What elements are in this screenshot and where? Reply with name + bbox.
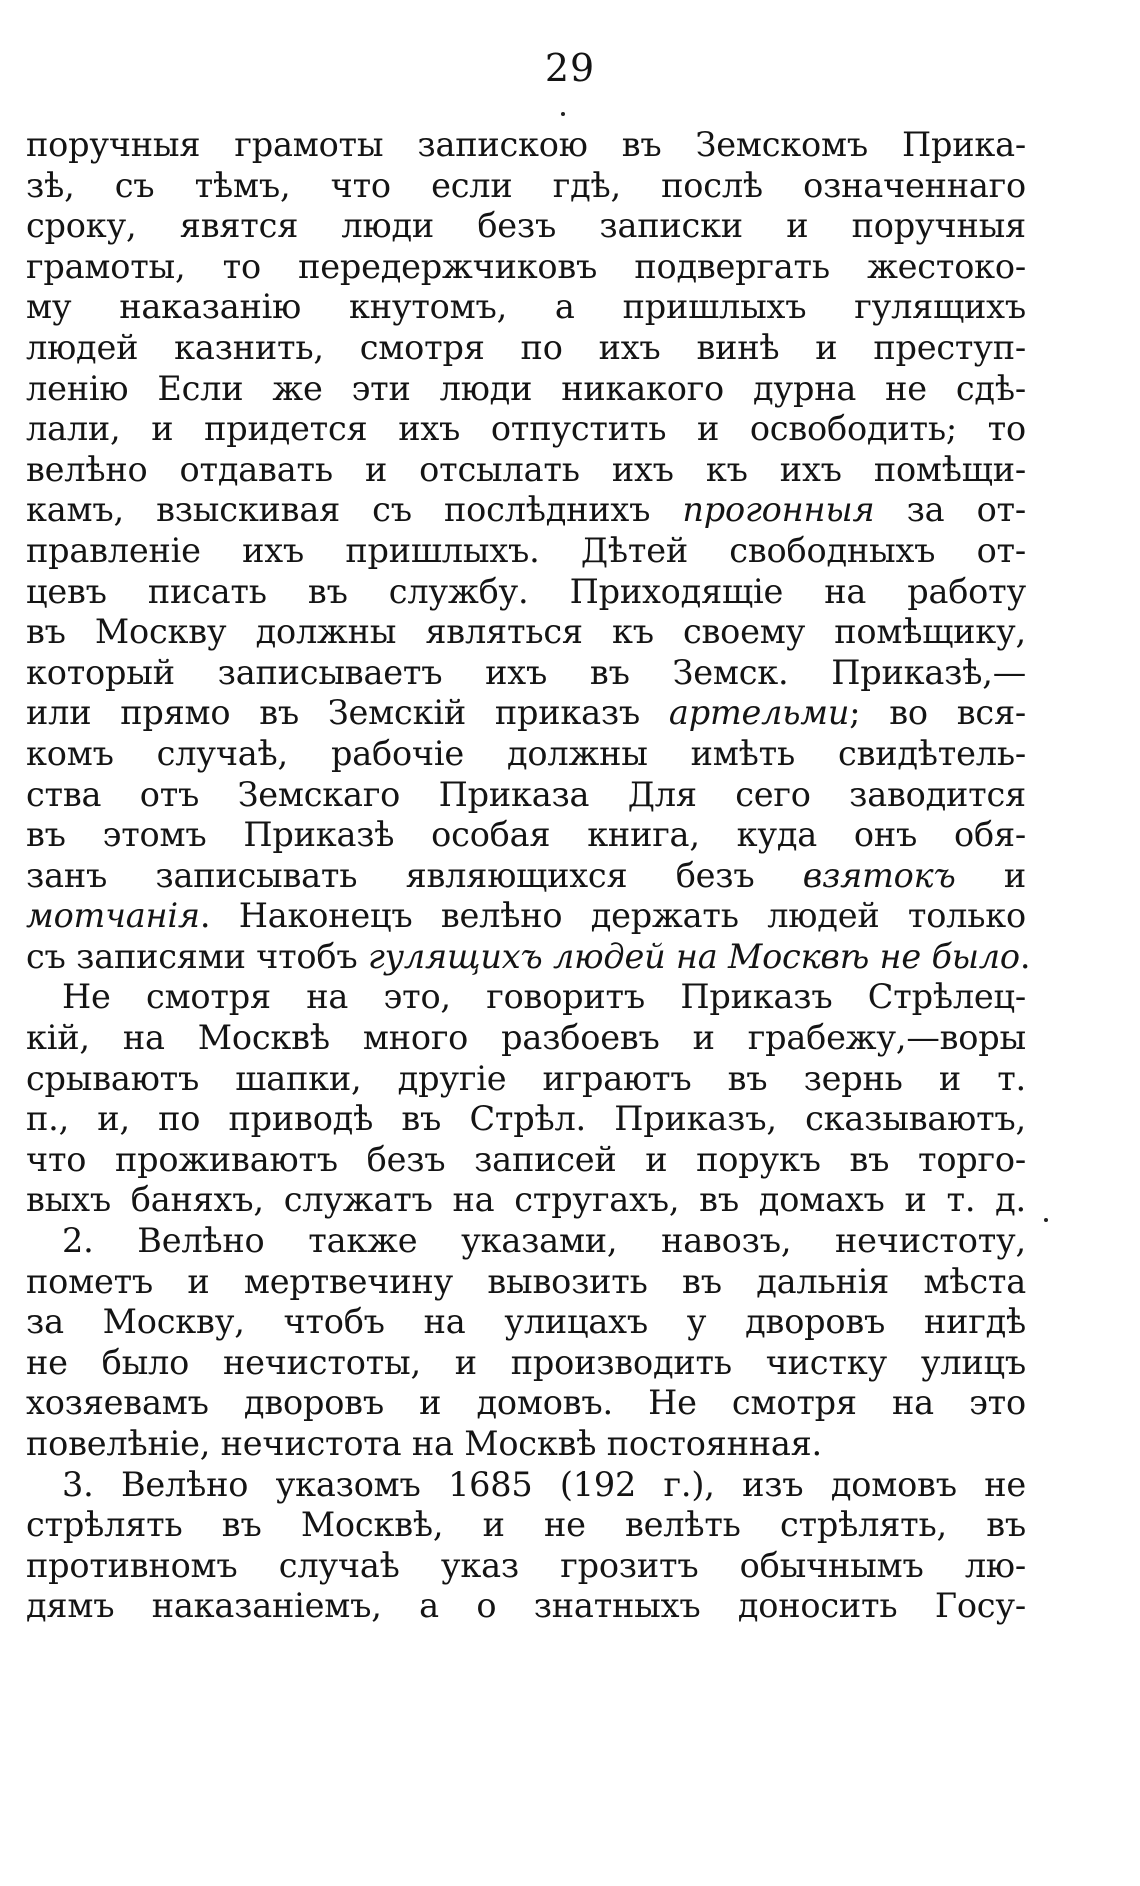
text-segment: Не смотря на это, говоритъ Приказъ Стрѣлец- [62,977,1026,1017]
text-line [26,1343,1026,1384]
text-line [26,693,1026,734]
text-segment: ; во вся- [849,693,1026,733]
italic-text: взятокъ [802,855,956,895]
text-line [26,936,1031,978]
text-segment: въ Москву должны являться къ своему помѣщику, [26,612,1026,652]
text-segment: сроку, явятся люди безъ записки и поручныя [26,206,1026,246]
text-line [26,125,1026,166]
italic-text: прогонныя [682,490,875,530]
text-segment: ства отъ Земскаго Приказа Для сего заводится [26,774,1026,814]
print-speck [561,112,565,116]
text-line [26,1099,1026,1140]
text-line [26,1140,1026,1181]
text-segment: занъ записывать являющихся безъ [26,855,803,895]
text-line [26,653,1026,694]
text-segment: хозяевамъ дворовъ и домовъ. Не смотря на это [26,1383,1026,1423]
page-number: 29 [544,46,596,90]
text-line [26,287,1026,328]
text-segment: не было нечистоты, и производить чистку улицъ [26,1342,1026,1382]
text-line [26,1262,1026,1303]
text-line [26,1465,1026,1506]
text-segment: или прямо въ Земскій приказъ [26,693,669,733]
text-line [26,572,1026,613]
text-segment: срываютъ шапки, другіе играютъ въ зернь и т. [26,1058,1026,1098]
text-segment: кій, на Москвѣ много разбоевъ и грабежу,—воры [26,1018,1026,1058]
text-segment: за Москву, чтобъ на улицахъ у дворовъ нигдѣ [26,1302,1026,1342]
text-line [26,734,1026,775]
text-segment: правленіе ихъ пришлыхъ. Дѣтей свободныхъ от- [26,530,1026,570]
text-line [26,328,1026,369]
text-segment: . Наконецъ велѣно держать людей только [199,896,1026,936]
text-line [26,1383,1026,1424]
text-segment: выхъ баняхъ, служатъ на стругахъ, въ домахъ и т. д. [26,1180,1026,1220]
text-line [26,1059,1026,1100]
text-segment: грамоты, то передержчиковъ подвергать жестоко- [26,246,1026,286]
text-segment: и [955,855,1027,895]
text-line [26,166,1026,207]
text-segment: п., и, по приводѣ въ Стрѣл. Приказъ, сказываютъ, [26,1099,1026,1139]
text-line [26,1018,1026,1059]
text-segment: камъ, взыскивая съ послѣднихъ [26,490,683,530]
body-text [26,125,1031,1627]
text-segment: въ этомъ Приказѣ особая книга, куда онъ обя- [26,815,1026,855]
text-line [26,896,1026,937]
text-line [26,1221,1026,1262]
text-line [26,1302,1026,1343]
text-line [26,775,1026,816]
text-line [26,1424,1026,1465]
text-segment: повелѣніе, нечистота на Москвѣ постоянная. [26,1424,823,1463]
text-segment: зѣ, съ тѣмъ, что если гдѣ, послѣ означеннаго [26,165,1026,205]
text-segment: противномъ случаѣ указ грозитъ обычнымъ лю- [26,1545,1026,1585]
text-line [26,247,1026,288]
text-segment: стрѣлять въ Москвѣ, и не велѣть стрѣлять, въ [26,1505,1026,1545]
text-segment: дямъ наказаніемъ, а о знатныхъ доносить Госу- [26,1586,1026,1626]
text-line [26,977,1026,1018]
text-line [26,856,1026,897]
text-segment: что проживаютъ безъ записей и порукъ въ торго- [26,1139,1026,1179]
italic-text: мотчанія [26,896,200,936]
text-segment: поручныя грамоты запискою въ Земскомъ Прика- [26,125,1026,164]
text-segment: велѣно отдавать и отсылать ихъ къ ихъ помѣщи- [26,449,1026,489]
text-line [26,815,1026,856]
text-line [26,1586,1026,1627]
text-line [26,450,1026,491]
text-segment: пометъ и мертвечину вывозить въ дальнія мѣста [26,1261,1026,1301]
text-line [26,1505,1026,1546]
text-line [26,206,1026,247]
italic-text: гулящихъ людей на Москвѣ не было [367,936,1020,976]
text-line [26,369,1026,410]
text-segment: комъ случаѣ, рабочіе должны имѣть свидѣтель- [26,733,1026,773]
text-line [26,612,1026,653]
italic-text: артельми [668,693,850,733]
text-line [26,490,1026,531]
text-segment: съ записями чтобъ [26,936,368,976]
text-segment: людей казнить, смотря по ихъ винѣ и преступ- [26,327,1026,367]
text-line [26,531,1026,572]
text-line [26,1546,1026,1587]
text-segment: за от- [874,490,1026,530]
text-segment: му наказанію кнутомъ, а пришлыхъ гулящихъ [26,287,1026,327]
print-speck [1044,1218,1048,1222]
text-segment: ленію Если же эти люди никакого дурна не сдѣ- [26,368,1026,408]
text-line [26,1180,1026,1221]
text-segment: . [1019,936,1031,976]
text-segment: который записываетъ ихъ въ Земск. Приказѣ,— [26,652,1026,692]
text-segment: 2. Велѣно также указами, навозъ, нечистоту, [62,1221,1026,1261]
text-segment: лали, и придется ихъ отпустить и освободить; то [26,409,1026,449]
text-segment: цевъ писать въ службу. Приходящіе на работу [26,571,1026,611]
text-line [26,409,1026,450]
text-segment: 3. Велѣно указомъ 1685 (192 г.), изъ домовъ не [62,1464,1026,1504]
